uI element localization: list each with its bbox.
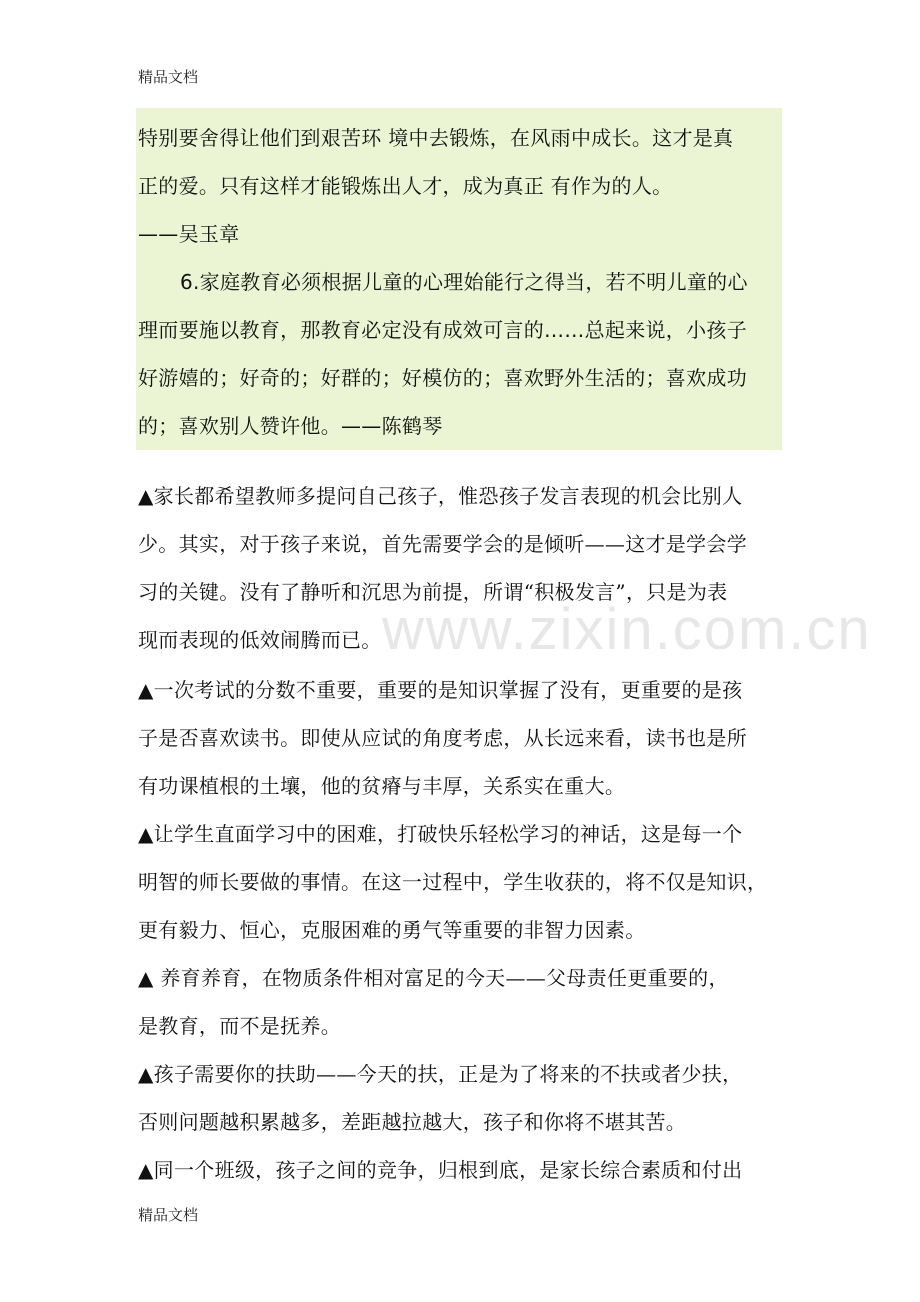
quote-line: 好游嬉的；好奇的；好群的；好模仿的；喜欢野外生活的；喜欢成功	[138, 366, 747, 390]
body-line: 明智的师长要做的事情。在这一过程中，学生收获的，将不仅是知识，	[138, 870, 768, 894]
page-footer: 精品文档	[138, 1206, 199, 1224]
body-line: ▲一次考试的分数不重要，重要的是知识掌握了没有，更重要的是孩	[138, 678, 743, 702]
quote-attribution: ——吴玉章	[138, 222, 240, 246]
body-line: 习的关键。没有了静听和沉思为前提，所谓“积极发言”，只是为表	[138, 580, 728, 604]
quote-line: 特别要舍得让他们到艰苦环 境中去锻炼，在风雨中成长。这才是真	[138, 126, 734, 150]
body-line: 否则问题越积累越多，差距越拉越大，孩子和你将不堪其苦。	[138, 1110, 687, 1134]
quote-line: 6.家庭教育必须根据儿童的心理始能行之得当，若不明儿童的心	[180, 270, 748, 294]
body-line: 更有毅力、恒心，克服困难的勇气等重要的非智力因素。	[138, 918, 646, 942]
body-line: ▲让学生直面学习中的困难，打破快乐轻松学习的神话，这是每一个	[138, 822, 743, 846]
body-line: ▲孩子需要你的扶助——今天的扶，正是为了将来的不扶或者少扶，	[138, 1062, 743, 1086]
body-line: 现而表现的低效闹腾而已。	[138, 628, 382, 652]
quote-line: 的；喜欢别人赞许他。——陈鹤琴	[138, 414, 443, 438]
body-line: 有功课植根的土壤，他的贫瘠与丰厚，关系实在重大。	[138, 774, 626, 798]
body-line: ▲ 养育养育，在物质条件相对富足的今天——父母责任更重要的，	[138, 966, 729, 990]
body-line: ▲同一个班级，孩子之间的竞争，归根到底，是家长综合素质和付出	[138, 1158, 743, 1182]
body-line: 少。其实，对于孩子来说，首先需要学会的是倾听——这才是学会学	[138, 532, 747, 556]
quote-line: 正的爱。只有这样才能锻炼出人才，成为真正 有作为的人。	[138, 174, 673, 198]
page-header: 精品文档	[138, 68, 199, 86]
body-line: ▲家长都希望教师多提问自己孩子，惟恐孩子发言表现的机会比别人	[138, 484, 743, 508]
body-line: 子是否喜欢读书。即使从应试的角度考虑，从长远来看，读书也是所	[138, 726, 747, 750]
body-line: 是教育，而不是抚养。	[138, 1014, 341, 1038]
quote-line: 理而要施以教育，那教育必定没有成效可言的……总起来说，小孩子	[138, 318, 747, 342]
watermark: www.zixin.com.cn	[382, 597, 872, 662]
